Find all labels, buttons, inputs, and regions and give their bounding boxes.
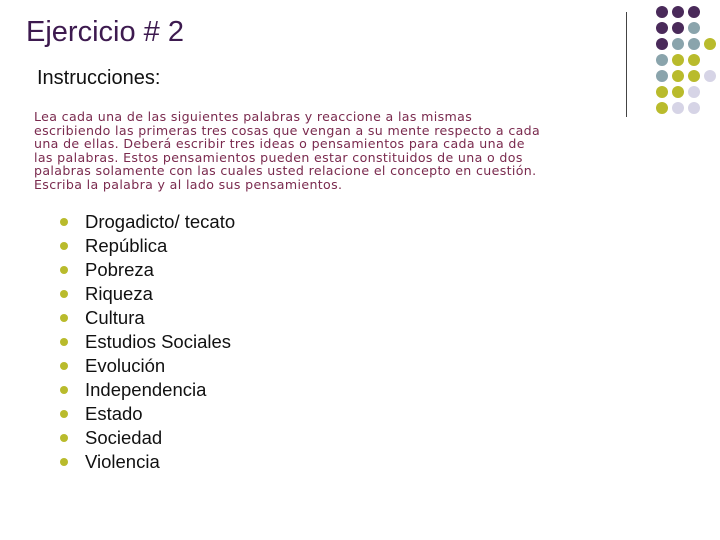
instructions-heading: Instrucciones:	[37, 67, 161, 89]
decorative-dot	[656, 102, 668, 114]
instructions-line: las palabras. Estos pensamientos pueden estar constituidos de una o dos	[34, 149, 523, 165]
bullet-icon	[60, 242, 68, 250]
decorative-dot	[672, 70, 684, 82]
decorative-dot	[672, 54, 684, 66]
instructions-line: Escriba la palabra y al lado sus pensamientos.	[34, 176, 343, 192]
decorative-dot	[688, 38, 700, 50]
decorative-dot	[688, 102, 700, 114]
decorative-dot	[672, 6, 684, 18]
decorative-dot	[688, 86, 700, 98]
decorative-dot	[672, 38, 684, 50]
decorative-dot	[688, 22, 700, 34]
word-label: Pobreza	[85, 259, 154, 280]
divider-line	[626, 12, 627, 117]
instructions-line: una de ellas. Deberá escribir tres ideas o pensamientos para cada una de	[34, 136, 525, 152]
decorative-dot	[672, 22, 684, 34]
decorative-dot	[704, 70, 716, 82]
list-item	[60, 378, 235, 402]
decorative-dot	[656, 86, 668, 98]
word-label: Estudios Sociales	[85, 331, 232, 352]
word-label: Drogadicto/ tecato	[85, 211, 236, 232]
decorative-dot	[656, 54, 668, 66]
decorative-dot	[656, 22, 668, 34]
list-item	[60, 282, 235, 306]
decorative-dot	[672, 86, 684, 98]
list-item	[60, 258, 235, 282]
list-item	[60, 234, 235, 258]
decorative-dot	[656, 70, 668, 82]
page-title: Ejercicio # 2	[26, 16, 184, 48]
word-label: Cultura	[85, 307, 145, 328]
word-list	[60, 210, 235, 474]
list-item	[60, 354, 235, 378]
bullet-icon	[60, 362, 68, 370]
bullet-icon	[60, 410, 68, 418]
list-item	[60, 450, 235, 474]
bullet-icon	[60, 314, 68, 322]
bullet-icon	[60, 458, 68, 466]
decorative-dot	[688, 6, 700, 18]
bullet-icon	[60, 290, 68, 298]
word-label: Violencia	[85, 451, 160, 472]
decorative-dot	[704, 38, 716, 50]
instructions-text	[34, 110, 634, 192]
instructions-line: escribiendo las primeras tres cosas que vengan a su mente respecto a cada	[34, 122, 541, 138]
word-label: República	[85, 235, 168, 256]
bullet-icon	[60, 266, 68, 274]
decorative-dot	[656, 6, 668, 18]
word-label: Estado	[85, 403, 143, 424]
instructions-line: palabras solamente con las cuales usted relacione el concepto en cuestión.	[34, 163, 537, 179]
list-item	[60, 402, 235, 426]
bullet-icon	[60, 386, 68, 394]
bullet-icon	[60, 434, 68, 442]
decorative-dot	[688, 70, 700, 82]
word-label: Independencia	[85, 379, 207, 400]
instructions-line: Lea cada una de las siguientes palabras y reaccione a las mismas	[34, 109, 473, 124]
bullet-icon	[60, 218, 68, 226]
list-item	[60, 426, 235, 450]
word-label: Sociedad	[85, 427, 163, 448]
word-label: Riqueza	[85, 283, 153, 304]
decorative-dot	[656, 38, 668, 50]
decorative-dot	[672, 102, 684, 114]
list-item	[60, 210, 235, 234]
bullet-icon	[60, 338, 68, 346]
list-item	[60, 306, 235, 330]
list-item	[60, 330, 235, 354]
word-label: Evolución	[85, 355, 166, 376]
decorative-dot	[688, 54, 700, 66]
